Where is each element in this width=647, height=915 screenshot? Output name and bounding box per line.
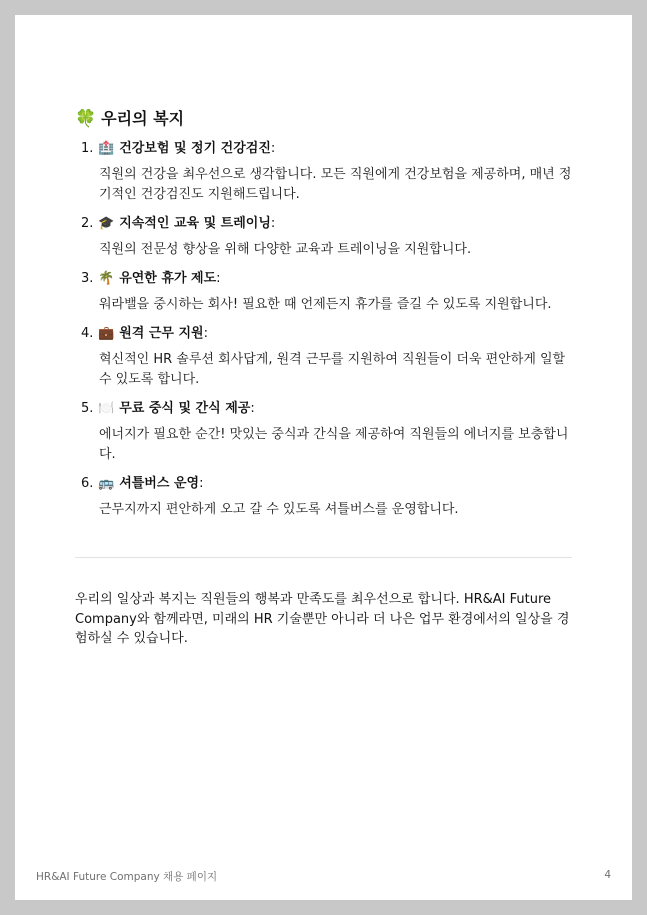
list-item-number: 1. bbox=[81, 141, 94, 156]
list-item-colon: : bbox=[250, 401, 255, 416]
list-item-number: 4. bbox=[81, 326, 94, 341]
list-item-description: 워라밸을 중시하는 회사! 필요한 때 언제든지 휴가를 즐길 수 있도록 지원합니다. bbox=[99, 297, 552, 312]
list-item-title: 지속적인 교육 및 트레이닝 bbox=[119, 216, 271, 231]
four-leaf-clover-icon: 🍀 bbox=[75, 109, 97, 129]
list-item-heading bbox=[75, 399, 572, 419]
list-item-title: 무료 중식 및 간식 제공 bbox=[119, 401, 251, 416]
list-item-heading bbox=[75, 324, 572, 344]
section-title bbox=[75, 107, 572, 131]
list-item-number: 3. bbox=[81, 271, 94, 286]
list-item-colon: : bbox=[199, 476, 204, 491]
list-item bbox=[75, 214, 572, 260]
list-item-description: 직원의 건강을 최우선으로 생각합니다. 모든 직원에게 건강보험을 제공하며, 매년 정기적인 건강검진도 지원해드립니다. bbox=[99, 167, 572, 202]
footer-company-label: HR&AI Future Company 채용 페이지 bbox=[36, 871, 218, 883]
fork-and-knife-plate-icon: 🍽️ bbox=[98, 401, 115, 416]
page-number: 4 bbox=[604, 869, 611, 881]
page-content bbox=[75, 107, 572, 649]
list-item-heading bbox=[75, 139, 572, 159]
list-item-title: 셔틀버스 운영 bbox=[119, 476, 200, 491]
hospital-icon: 🏥 bbox=[98, 141, 115, 156]
section-title-text: 우리의 복지 bbox=[101, 109, 185, 128]
list-item-heading bbox=[75, 474, 572, 494]
list-item-number: 5. bbox=[81, 401, 94, 416]
benefits-list bbox=[75, 139, 572, 520]
list-item bbox=[75, 139, 572, 205]
list-item-colon: : bbox=[203, 326, 208, 341]
list-item-colon: : bbox=[270, 216, 276, 231]
list-item-heading bbox=[75, 214, 572, 234]
document-page bbox=[15, 15, 632, 900]
list-item-title: 유연한 휴가 제도 bbox=[119, 271, 217, 286]
horizontal-divider bbox=[75, 557, 572, 558]
bus-icon: 🚌 bbox=[98, 476, 115, 491]
list-item bbox=[75, 269, 572, 315]
list-item-heading bbox=[75, 269, 572, 289]
list-item-number: 6. bbox=[81, 476, 94, 491]
list-item-description: 직원의 전문성 향상을 위해 다양한 교육과 트레이닝을 지원합니다. bbox=[99, 242, 472, 257]
list-item-number: 2. bbox=[81, 216, 94, 231]
list-item bbox=[75, 324, 572, 390]
list-item-colon: : bbox=[270, 141, 276, 156]
list-item bbox=[75, 399, 572, 465]
closing-paragraph: 우리의 일상과 복지는 직원들의 행복과 만족도를 최우선으로 합니다. HR&AI Future Company와 함께라면, 미래의 HR 기술뿐만 아니라 더 나은 업무 환경에서의 일상을 경험하실 수 있습니다. bbox=[75, 592, 570, 646]
list-item-description: 근무지까지 편안하게 오고 갈 수 있도록 셔틀버스를 운영합니다. bbox=[99, 502, 459, 517]
list-item-colon: : bbox=[216, 271, 221, 286]
list-item-description: 에너지가 필요한 순간! 맛있는 중식과 간식을 제공하여 직원들의 에너지를 보충합니다. bbox=[99, 427, 569, 462]
list-item-description: 혁신적인 HR 솔루션 회사답게, 원격 근무를 지원하여 직원들이 더욱 편안하게 일할 수 있도록 합니다. bbox=[99, 352, 566, 387]
palm-tree-icon: 🌴 bbox=[98, 271, 115, 286]
briefcase-icon: 💼 bbox=[98, 326, 115, 341]
list-item-title: 건강보험 및 정기 건강검진 bbox=[119, 141, 271, 156]
list-item bbox=[75, 474, 572, 520]
graduation-cap-icon: 🎓 bbox=[98, 216, 115, 231]
list-item-title: 원격 근무 지원 bbox=[119, 326, 204, 341]
